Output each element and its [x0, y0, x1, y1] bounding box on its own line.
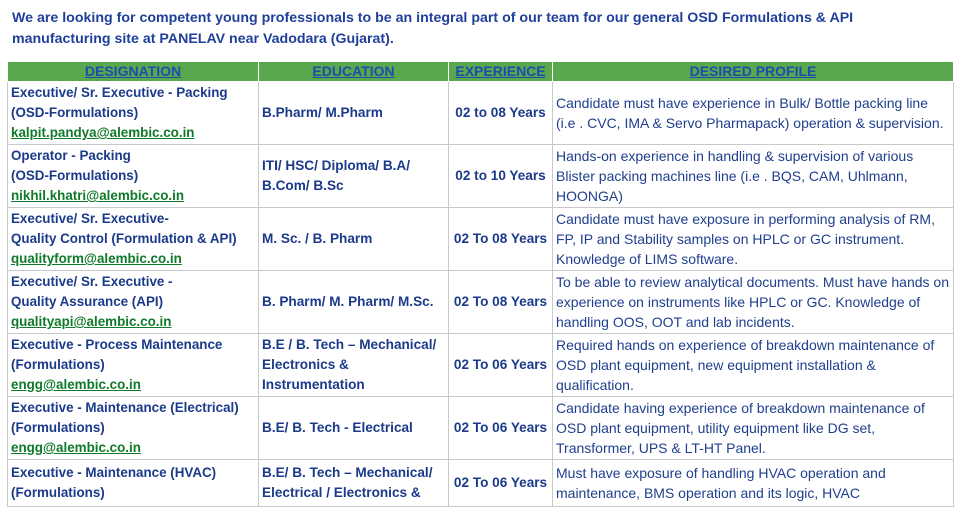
designation-cell — [8, 208, 259, 271]
designation-cell — [8, 82, 259, 145]
email-link[interactable]: qualityform@alembic.co.in — [11, 251, 182, 266]
table-row — [8, 271, 954, 334]
table-row — [8, 208, 954, 271]
profile-cell: Candidate having experience of breakdown maintenance of OSD plant equipment, utility equipment like DG set, Transformer, UPS & LT-HT Panel. — [553, 397, 954, 460]
designation-cell — [8, 460, 259, 507]
education-cell: B.E/ B. Tech - Electrical — [259, 397, 449, 460]
designation-title: Executive - Maintenance (HVAC) — [11, 465, 217, 480]
designation-division: Quality Assurance (API) — [11, 294, 164, 309]
table-row — [8, 334, 954, 397]
designation-division: Quality Control (Formulation & API) — [11, 231, 237, 246]
header-desired-profile: DESIRED PROFILE — [553, 62, 954, 82]
education-cell: B.Pharm/ M.Pharm — [259, 82, 449, 145]
education-cell: B. Pharm/ M. Pharm/ M.Sc. — [259, 271, 449, 334]
experience-cell: 02 to 10 Years — [449, 145, 553, 208]
table-header-row — [8, 62, 954, 82]
table-row — [8, 145, 954, 208]
designation-division: (Formulations) — [11, 420, 105, 435]
designation-title: Executive/ Sr. Executive - — [11, 274, 173, 289]
designation-cell — [8, 397, 259, 460]
profile-cell: Required hands on experience of breakdown maintenance of OSD plant equipment, new equipment installation & qualification. — [553, 334, 954, 397]
email-link[interactable]: engg@alembic.co.in — [11, 377, 141, 392]
designation-title: Executive - Maintenance (Electrical) — [11, 400, 239, 415]
designation-title: Executive/ Sr. Executive - Packing — [11, 85, 228, 100]
experience-cell: 02 To 06 Years — [449, 460, 553, 507]
designation-title: Operator - Packing — [11, 148, 131, 163]
designation-division: (OSD-Formulations) — [11, 105, 139, 120]
designation-division: (Formulations) — [11, 485, 105, 500]
email-link[interactable]: kalpit.pandya@alembic.co.in — [11, 125, 195, 140]
intro-text: We are looking for competent young professionals to be an integral part of our team for our general OSD Formulations & API manufacturing site at PANELAV near Vadodara (Gujarat). — [12, 10, 854, 47]
table-row — [8, 82, 954, 145]
email-link[interactable]: engg@alembic.co.in — [11, 440, 141, 455]
experience-cell: 02 To 06 Years — [449, 397, 553, 460]
email-link[interactable]: nikhil.khatri@alembic.co.in — [11, 188, 185, 203]
education-cell: M. Sc. / B. Pharm — [259, 208, 449, 271]
table-row — [8, 397, 954, 460]
header-designation: DESIGNATION — [8, 62, 259, 82]
header-education: EDUCATION — [259, 62, 449, 82]
header-experience: EXPERIENCE — [449, 62, 553, 82]
experience-cell: 02 to 08 Years — [449, 82, 553, 145]
experience-cell: 02 To 08 Years — [449, 208, 553, 271]
email-link[interactable]: qualityapi@alembic.co.in — [11, 314, 172, 329]
profile-cell: Hands-on experience in handling & supervision of various Blister packing machines line (i.e . BQS, CAM, Uhlmann, HOONGA) — [553, 145, 954, 208]
profile-cell: Candidate must have experience in Bulk/ Bottle packing line (i.e . CVC, IMA & Servo Pharmapack) operation & supervision. — [553, 82, 954, 145]
experience-cell: 02 To 08 Years — [449, 271, 553, 334]
designation-title: Executive - Process Maintenance — [11, 337, 223, 352]
table-row — [8, 460, 954, 507]
education-cell: B.E / B. Tech – Mechanical/ Electronics & Instrumentation — [259, 334, 449, 397]
profile-cell: Must have exposure of handling HVAC operation and maintenance, BMS operation and its logic, HVAC — [553, 460, 954, 507]
designation-title: Executive/ Sr. Executive- — [11, 211, 169, 226]
profile-cell: Candidate must have exposure in performing analysis of RM, FP, IP and Stability samples on HPLC or GC instrument. Knowledge of LIMS software. — [553, 208, 954, 271]
designation-cell — [8, 334, 259, 397]
designation-cell — [8, 271, 259, 334]
designation-cell — [8, 145, 259, 208]
profile-cell: To be able to review analytical documents. Must have hands on experience on instruments like HPLC or GC. Knowledge of handling OOS, OOT and lab incidents. — [553, 271, 954, 334]
experience-cell: 02 To 06 Years — [449, 334, 553, 397]
job-openings-table — [7, 61, 954, 507]
designation-division: (Formulations) — [11, 357, 105, 372]
designation-division: (OSD-Formulations) — [11, 168, 139, 183]
education-cell: ITI/ HSC/ Diploma/ B.A/ B.Com/ B.Sc — [259, 145, 449, 208]
education-cell: B.E/ B. Tech – Mechanical/ Electrical / Electronics & — [259, 460, 449, 507]
